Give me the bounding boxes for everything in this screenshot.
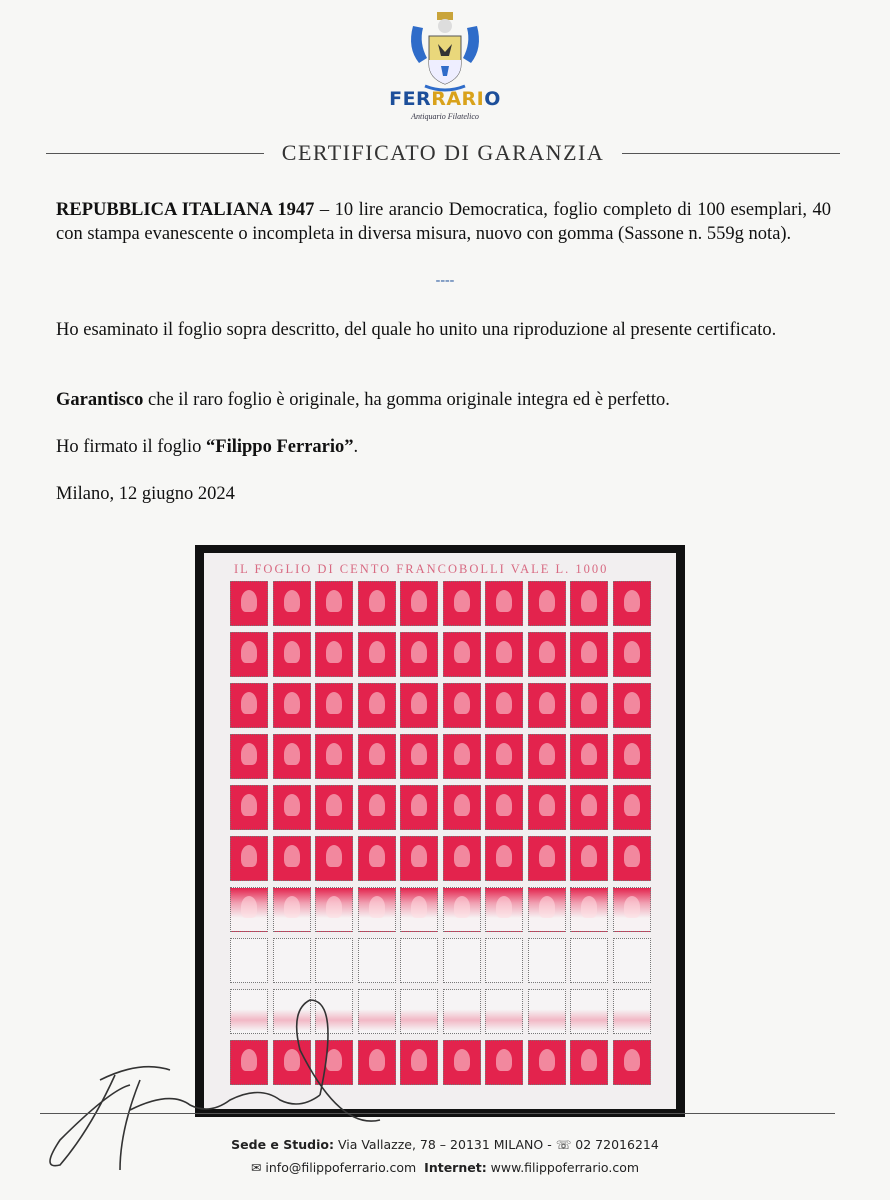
stamp xyxy=(613,989,651,1034)
stamp xyxy=(485,836,523,881)
stamp xyxy=(613,785,651,830)
footer-contacts xyxy=(0,1160,890,1175)
stamp xyxy=(230,581,268,626)
stamp xyxy=(358,785,396,830)
address-label: Sede e Studio: xyxy=(231,1137,334,1152)
internet-label: Internet: xyxy=(424,1160,487,1175)
stamp xyxy=(315,887,353,932)
separator: ---- xyxy=(435,273,455,288)
stamp xyxy=(613,581,651,626)
stamp xyxy=(358,683,396,728)
stamp xyxy=(315,785,353,830)
brand-part: RARI xyxy=(431,88,485,110)
stamp xyxy=(273,734,311,779)
website-link[interactable]: www.filippoferrario.com xyxy=(486,1160,640,1175)
stamp xyxy=(315,632,353,677)
place-date: Milano, 12 giugno 2024 xyxy=(56,484,235,504)
stamp xyxy=(570,632,608,677)
stamp xyxy=(485,632,523,677)
stamp xyxy=(230,632,268,677)
stamp xyxy=(443,581,481,626)
signed-name: “Filippo Ferrario” xyxy=(206,437,354,457)
stamp xyxy=(570,836,608,881)
stamp xyxy=(273,683,311,728)
description-paragraph xyxy=(56,198,831,246)
stamp xyxy=(358,836,396,881)
stamp xyxy=(528,938,566,983)
stamp xyxy=(613,1040,651,1085)
signed-end: . xyxy=(353,437,359,457)
stamp xyxy=(230,785,268,830)
stamp xyxy=(528,989,566,1034)
title-row xyxy=(46,140,840,166)
stamp xyxy=(400,836,438,881)
stamp xyxy=(485,887,523,932)
stamp xyxy=(443,734,481,779)
stamp xyxy=(528,887,566,932)
stamp xyxy=(485,1040,523,1085)
stamp xyxy=(485,581,523,626)
stamp xyxy=(443,785,481,830)
stamp xyxy=(443,836,481,881)
description-text: – 10 lire arancio Democratica, foglio completo di 100 esemplari, 40 con stampa evanescente o incompleta in diversa misura, nuovo con gomma (Sassone n. 559g nota). xyxy=(56,200,831,244)
stamp xyxy=(570,989,608,1034)
examination-paragraph: Ho esaminato il foglio sopra descritto, del quale ho unito una riproduzione al presente certificato. xyxy=(56,320,777,340)
footer-divider xyxy=(40,1113,835,1114)
stamp xyxy=(273,581,311,626)
stamp xyxy=(315,581,353,626)
stamp xyxy=(358,887,396,932)
sheet-header-text: IL FOGLIO DI CENTO FRANCOBOLLI VALE L. 1000 xyxy=(234,562,609,576)
stamp xyxy=(528,581,566,626)
stamp xyxy=(570,887,608,932)
stamp xyxy=(613,887,651,932)
stamp xyxy=(400,734,438,779)
guarantee-paragraph xyxy=(56,388,831,412)
signature-paragraph xyxy=(56,435,831,459)
signed-text: Ho firmato il foglio xyxy=(56,437,207,457)
brand-part: FER xyxy=(389,88,432,110)
guarantee-text: che il raro foglio è originale, ha gomma originale integra ed è perfetto. xyxy=(143,390,670,410)
stamp xyxy=(443,632,481,677)
stamp xyxy=(443,683,481,728)
stamp xyxy=(230,887,268,932)
stamp xyxy=(528,683,566,728)
stamp xyxy=(528,632,566,677)
stamp xyxy=(443,887,481,932)
stamp xyxy=(230,683,268,728)
stamp xyxy=(400,632,438,677)
stamp xyxy=(230,836,268,881)
stamp xyxy=(485,683,523,728)
stamp xyxy=(485,785,523,830)
stamp xyxy=(315,836,353,881)
stamp xyxy=(273,836,311,881)
stamp xyxy=(400,887,438,932)
stamp xyxy=(570,734,608,779)
stamp xyxy=(315,683,353,728)
coat-of-arms-logo xyxy=(405,8,485,93)
stamp xyxy=(273,632,311,677)
stamp xyxy=(485,989,523,1034)
stamp xyxy=(400,1040,438,1085)
divider xyxy=(622,153,840,154)
stamp xyxy=(443,989,481,1034)
stamp xyxy=(485,734,523,779)
subject-heading: REPUBBLICA ITALIANA 1947 xyxy=(56,200,315,220)
address-text: Via Vallazze, 78 – 20131 MILANO - ☏ 02 72016214 xyxy=(333,1137,659,1152)
stamp xyxy=(613,938,651,983)
brand-part: O xyxy=(484,88,501,110)
stamp xyxy=(528,836,566,881)
footer-address xyxy=(0,1137,890,1152)
guarantee-bold: Garantisco xyxy=(56,390,144,410)
divider xyxy=(46,153,264,154)
stamp xyxy=(613,734,651,779)
stamp xyxy=(315,734,353,779)
stamp xyxy=(570,683,608,728)
envelope-icon: ✉ xyxy=(250,1160,266,1175)
email-link[interactable]: info@filippoferrario.com xyxy=(265,1160,417,1175)
stamp xyxy=(613,683,651,728)
brand-name xyxy=(0,88,890,110)
stamp xyxy=(273,887,311,932)
stamp xyxy=(443,938,481,983)
stamp xyxy=(358,581,396,626)
stamp xyxy=(528,1040,566,1085)
stamp xyxy=(400,785,438,830)
stamp xyxy=(358,632,396,677)
brand-tagline: Antiquario Filatelico xyxy=(411,112,479,121)
stamp xyxy=(400,683,438,728)
stamp xyxy=(485,938,523,983)
stamp xyxy=(273,785,311,830)
stamp xyxy=(570,938,608,983)
stamp xyxy=(443,1040,481,1085)
stamp xyxy=(400,989,438,1034)
stamp xyxy=(528,734,566,779)
stamp xyxy=(613,836,651,881)
stamp xyxy=(613,632,651,677)
stamp xyxy=(528,785,566,830)
stamp xyxy=(230,734,268,779)
stamp xyxy=(570,581,608,626)
stamp xyxy=(400,581,438,626)
certificate-title: CERTIFICATO DI GARANZIA xyxy=(281,140,605,165)
stamp xyxy=(358,734,396,779)
stamp xyxy=(570,785,608,830)
stamp xyxy=(400,938,438,983)
stamp xyxy=(570,1040,608,1085)
